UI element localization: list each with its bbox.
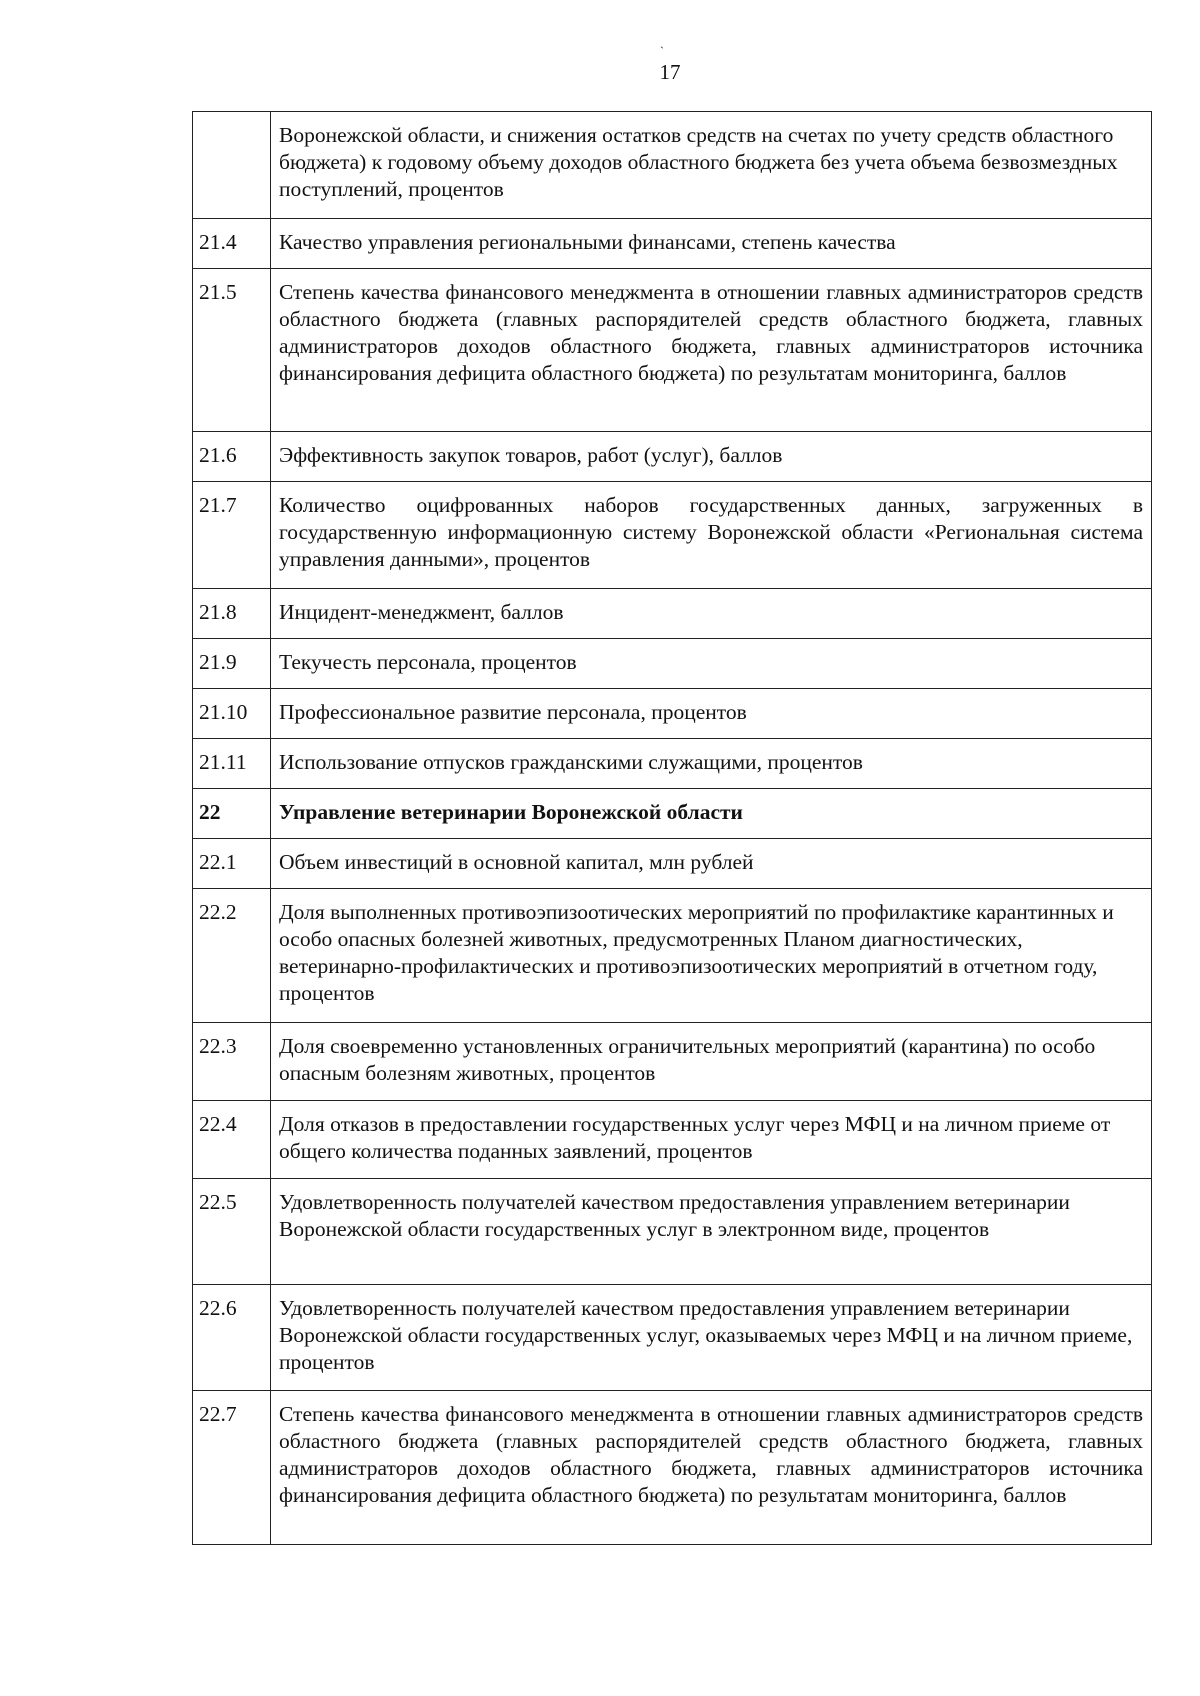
row-indicator-text: Степень качества финансового менеджмента в отношении главных администраторов средств областного бюджета (главных распорядителей средств областного бюджета, главных администраторов доходов областного бюджета, главных администраторов источника финансирования дефицита областного бюджета) по результатам мониторинга, баллов (271, 269, 1152, 432)
row-indicator-text: Управление ветеринарии Воронежской области (271, 789, 1152, 839)
table-row (193, 269, 1152, 432)
row-number: 22.7 (193, 1391, 271, 1545)
row-indicator-text: Качество управления региональными финансами, степень качества (271, 219, 1152, 269)
row-indicator-text: Количество оцифрованных наборов государственных данных, загруженных в государственную информационную систему Воронежской области «Региональная система управления данными», процентов (271, 482, 1152, 589)
table-row (193, 789, 1152, 839)
row-number (193, 112, 271, 219)
table-row (193, 839, 1152, 889)
table-row (193, 1101, 1152, 1179)
row-number: 22.4 (193, 1101, 271, 1179)
row-number: 21.9 (193, 639, 271, 689)
indicators-table-body (193, 112, 1152, 1545)
row-indicator-text: Эффективность закупок товаров, работ (услуг), баллов (271, 432, 1152, 482)
row-number: 22 (193, 789, 271, 839)
row-number: 21.8 (193, 589, 271, 639)
row-indicator-text: Доля выполненных противоэпизоотических мероприятий по профилактике карантинных и особо опасных болезней животных, предусмотренных Планом диагностических, ветеринарно-профилактических и противоэпизоотических мероприятий в отчетном году, процентов (271, 889, 1152, 1023)
scan-mark: ` (660, 44, 664, 58)
row-number: 22.5 (193, 1179, 271, 1285)
page-number: 17 (659, 60, 681, 84)
table-row (193, 739, 1152, 789)
row-indicator-text: Удовлетворенность получателей качеством предоставления управлением ветеринарии Воронежской области государственных услуг, оказываемых через МФЦ и на личном приеме, процентов (271, 1285, 1152, 1391)
row-number: 21.10 (193, 689, 271, 739)
row-number: 21.7 (193, 482, 271, 589)
table-row (193, 1179, 1152, 1285)
row-indicator-text: Профессиональное развитие персонала, процентов (271, 689, 1152, 739)
row-indicator-text: Удовлетворенность получателей качеством предоставления управлением ветеринарии Воронежской области государственных услуг в электронном виде, процентов (271, 1179, 1152, 1285)
table-row (193, 219, 1152, 269)
row-indicator-text: Инцидент-менеджмент, баллов (271, 589, 1152, 639)
table-row (193, 482, 1152, 589)
row-indicator-text: Текучесть персонала, процентов (271, 639, 1152, 689)
table-row (193, 432, 1152, 482)
table-row (193, 1285, 1152, 1391)
row-number: 21.5 (193, 269, 271, 432)
row-indicator-text: Использование отпусков гражданскими служащими, процентов (271, 739, 1152, 789)
row-indicator-text: Степень качества финансового менеджмента в отношении главных администраторов средств областного бюджета (главных распорядителей средств областного бюджета, главных администраторов доходов областного бюджета, главных администраторов источника финансирования дефицита областного бюджета) по результатам мониторинга, баллов (271, 1391, 1152, 1545)
row-number: 22.2 (193, 889, 271, 1023)
row-number: 21.6 (193, 432, 271, 482)
row-indicator-text: Воронежской области, и снижения остатков средств на счетах по учету средств областного бюджета) к годовому объему доходов областного бюджета без учета объема безвозмездных поступлений, процентов (271, 112, 1152, 219)
table-row (193, 889, 1152, 1023)
row-indicator-text: Доля отказов в предоставлении государственных услуг через МФЦ и на личном приеме от общего количества поданных заявлений, процентов (271, 1101, 1152, 1179)
table-row (193, 1023, 1152, 1101)
indicators-table (192, 111, 1152, 1545)
table-row (193, 112, 1152, 219)
table-row (193, 1391, 1152, 1545)
table-row (193, 589, 1152, 639)
row-indicator-text: Доля своевременно установленных ограничительных мероприятий (карантина) по особо опасным болезням животных, процентов (271, 1023, 1152, 1101)
row-number: 21.11 (193, 739, 271, 789)
row-number: 22.3 (193, 1023, 271, 1101)
row-number: 21.4 (193, 219, 271, 269)
table-row (193, 689, 1152, 739)
table-row (193, 639, 1152, 689)
row-indicator-text: Объем инвестиций в основной капитал, млн рублей (271, 839, 1152, 889)
row-number: 22.6 (193, 1285, 271, 1391)
row-number: 22.1 (193, 839, 271, 889)
